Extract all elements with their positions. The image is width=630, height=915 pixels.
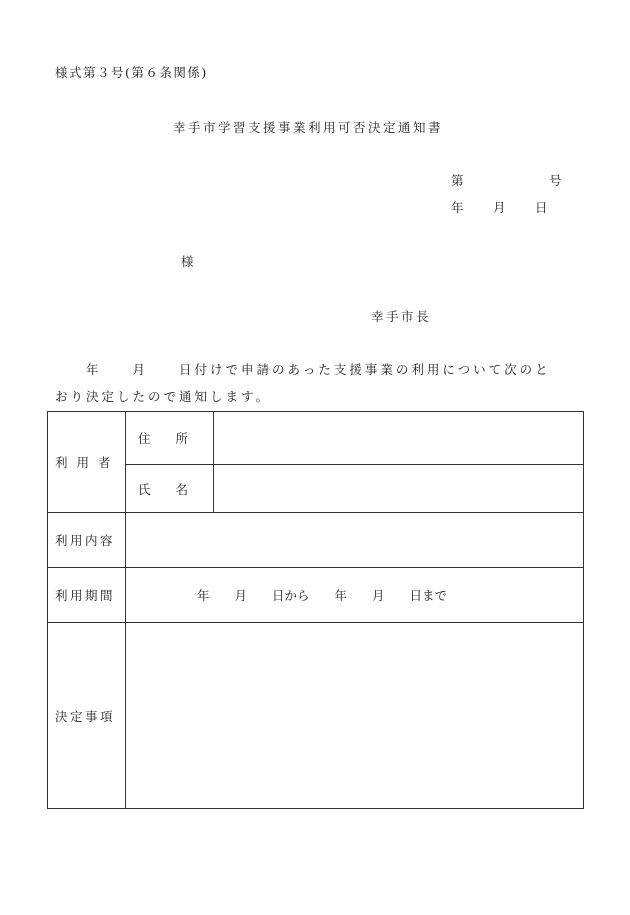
body-text-line-1: 年 月 日付けで申請のあった支援事業の利用について次のと bbox=[55, 362, 551, 377]
document-number-line: 第 号 bbox=[451, 173, 564, 188]
decision-field[interactable] bbox=[126, 623, 584, 809]
usage-content-field[interactable] bbox=[126, 513, 584, 568]
form-number: 様式第３号(第６条関係) bbox=[55, 65, 208, 80]
name-label: 氏 名 bbox=[126, 465, 214, 513]
address-label: 住 所 bbox=[126, 412, 214, 465]
application-details-table bbox=[47, 411, 584, 809]
document-title: 幸手市学習支援事業利用可否決定通知書 bbox=[173, 120, 444, 135]
addressee-honorific: 様 bbox=[181, 254, 194, 269]
name-field[interactable] bbox=[214, 465, 584, 513]
address-field[interactable] bbox=[214, 412, 584, 465]
usage-content-label: 利用内容 bbox=[48, 513, 126, 568]
issuer-name: 幸手市長 bbox=[371, 309, 432, 324]
usage-period-field[interactable]: 年 月 日から 年 月 日まで bbox=[126, 568, 584, 623]
document-date-line: 年 月 日 bbox=[451, 200, 550, 215]
usage-period-label: 利用期間 bbox=[48, 568, 126, 623]
body-text-line-2: おり決定したので通知します。 bbox=[55, 389, 272, 404]
decision-label: 決定事項 bbox=[48, 623, 126, 809]
user-label: 利 用 者 bbox=[48, 412, 126, 513]
